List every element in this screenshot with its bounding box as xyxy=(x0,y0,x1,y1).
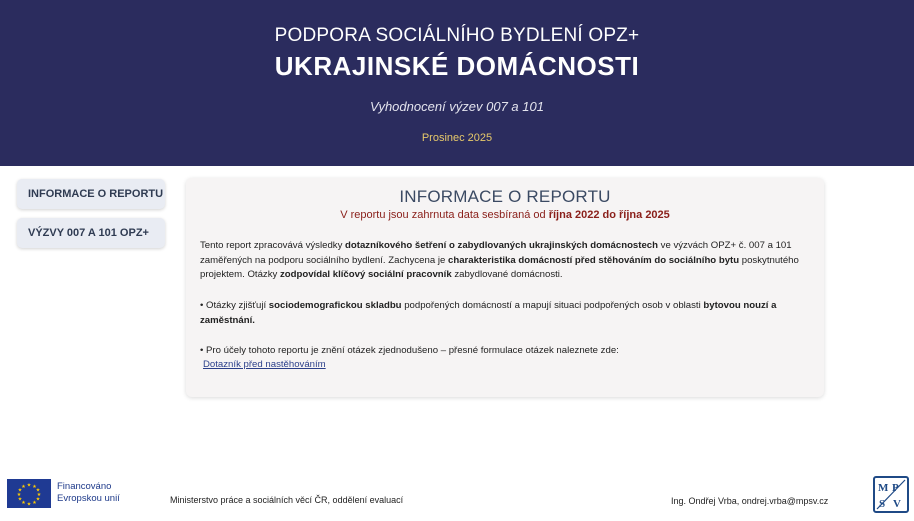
eu-flag-icon xyxy=(7,479,51,508)
text-bold: charakteristika domácností před stěhováním do sociálního bytu xyxy=(448,254,740,266)
text: podpořených domácností a mapují situaci podpořených osob v oblasti xyxy=(401,300,704,311)
text: Tento report zpracovává výsledky xyxy=(200,240,346,251)
info-card xyxy=(186,178,824,397)
page-header xyxy=(0,0,914,166)
footer-contact: Ing. Ondřej Vrba, ondrej.vrba@mpsv.cz xyxy=(671,496,829,506)
text: • Otázky zjišťují xyxy=(200,300,269,311)
svg-text:★: ★ xyxy=(21,484,26,490)
questionnaire-link[interactable]: Dotazník před nastěhováním xyxy=(203,359,326,370)
svg-text:★: ★ xyxy=(26,482,32,489)
mpsv-logo xyxy=(873,476,909,513)
svg-text:P: P xyxy=(892,482,899,494)
text: ve výzvách OPZ+ č. 007 a 101 zaměřených na podporu sociálního bydlení. Zachycena je xyxy=(200,240,792,266)
svg-text:★: ★ xyxy=(35,496,41,503)
header-date: Prosinec 2025 xyxy=(421,132,493,144)
eu-funding-text xyxy=(57,481,120,505)
svg-text:★: ★ xyxy=(17,487,23,494)
svg-text:M: M xyxy=(878,482,889,494)
text: • Pro účely tohoto reportu je znění otázek zjednodušeno – přesné formulace otázek naleznete zde: xyxy=(200,345,619,356)
eu-line-1: Financováno xyxy=(57,481,112,492)
text-bold: bytovou nouzí a zaměstnání. xyxy=(200,300,777,326)
svg-text:★: ★ xyxy=(16,492,22,498)
header-subtitle: Vyhodnocení výzev 007 a 101 xyxy=(370,99,544,114)
text-bold: zodpovídal klíčový sociální pracovník xyxy=(279,269,452,280)
bullet-paragraph-1 xyxy=(200,299,812,328)
svg-text:★: ★ xyxy=(32,484,37,490)
svg-text:★: ★ xyxy=(17,496,23,503)
svg-text:★: ★ xyxy=(26,501,32,508)
subtitle-prefix: V reportu jsou zahrnuta data sesbíraná od xyxy=(340,209,549,221)
footer-ministry: Ministerstvo práce a sociálních věcí ČR, oddělení evaluací xyxy=(170,495,404,505)
svg-text:S: S xyxy=(879,498,886,510)
bullet-paragraph-2 xyxy=(200,344,812,359)
card-subtitle xyxy=(186,209,824,221)
text: poskytnutého projektem. Otázky xyxy=(200,254,799,280)
intro-paragraph xyxy=(200,239,812,283)
svg-text:★: ★ xyxy=(21,500,26,506)
header-program: PODPORA SOCIÁLNÍHO BYDLENÍ OPZ+ xyxy=(274,25,640,46)
page-title: UKRAJINSKÉ DOMÁCNOSTI xyxy=(274,51,640,81)
svg-text:★: ★ xyxy=(35,487,41,494)
svg-text:★: ★ xyxy=(32,500,37,506)
nav-button-vyzvy[interactable]: VÝZVY 007 A 101 OPZ+ xyxy=(17,218,165,248)
nav-button-informace[interactable]: INFORMACE O REPORTU xyxy=(17,179,165,209)
text: zabydlované domácnosti. xyxy=(451,269,563,280)
svg-text:★: ★ xyxy=(36,492,42,498)
svg-text:V: V xyxy=(893,498,901,510)
text-bold: sociodemografickou skladbu xyxy=(268,300,402,311)
eu-line-2: Evropskou unií xyxy=(57,493,120,504)
subtitle-period: října 2022 do října 2025 xyxy=(548,209,670,221)
card-title: INFORMACE O REPORTU xyxy=(399,187,611,206)
text-bold: dotazníkového šetření o zabydlovaných ukrajinských domácnostech xyxy=(345,240,658,251)
